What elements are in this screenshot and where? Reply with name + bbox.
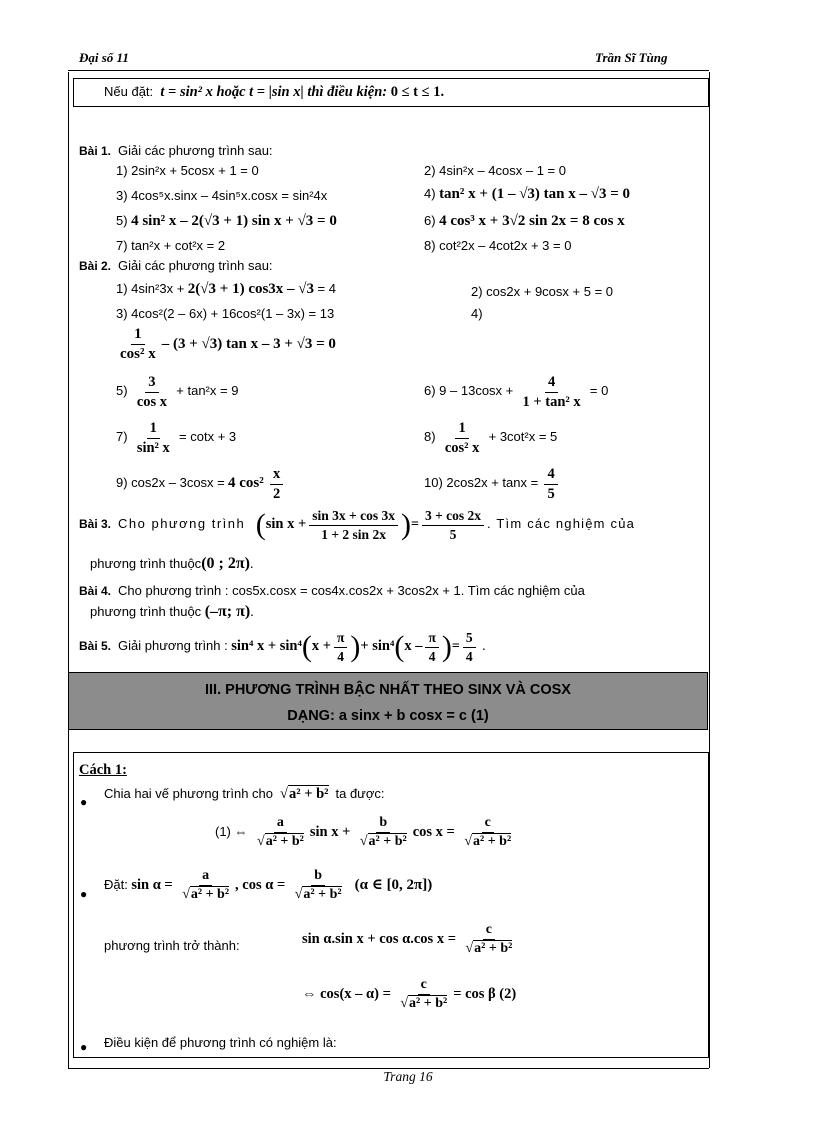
- cach1-bullet-3: Điều kiện để phương trình có nghiệm là:: [104, 1035, 337, 1050]
- bai4-line-2: phương trình thuộc (–π; π).: [90, 603, 254, 620]
- header-left: Đại số 11: [79, 50, 129, 65]
- bai2-problem-3: 3) 4cos²(2 – 6x) + 16cos²(1 – 3x) = 13: [116, 306, 335, 321]
- bai2-problem-4: $\frac{1}{\text{cos² x}}$ – (3 + √3) tan x – 3 + √3 = 0: [120, 326, 336, 363]
- bai2-problem-7: 7) $\frac{1}{\text{sin² x}}$ = cotx + 3: [116, 420, 237, 456]
- bai1-problem-5: 5) 4 sin² x – 2(√3 + 1) sin x + √3 = 0: [116, 213, 337, 229]
- bai1-problem-8: 8) cot²2x – 4cot2x + 3 = 0: [424, 238, 572, 253]
- bullet-3-icon: ●: [80, 1040, 88, 1054]
- bai2-problem-5: 5) $\frac{3}{\text{cos x}}$ + tan²x = 9: [116, 374, 239, 410]
- bullet-1-icon: ●: [80, 795, 88, 809]
- bai2-problem-2: 2) cos2x + 9cosx + 5 = 0: [471, 284, 613, 299]
- bai5-line: Bài 5. Giải phương trình : sin⁴ x + sin⁴(x + $\frac{\pi}{4}$ )+ sin⁴(x – $\frac{\pi}{4}$ )= $\frac{5}{4}$ .: [79, 630, 486, 664]
- bai1-heading: Bài 1. Giải các phương trình sau:: [79, 143, 273, 158]
- note-condition: 0 ≤ t ≤ 1.: [390, 84, 445, 100]
- bai2-problem-10: 10) 2cos2x + tanx = $\frac{4}{5}$: [424, 466, 561, 502]
- section-header: [68, 672, 708, 730]
- cach1-bullet-1: Chia hai vế phương trình cho √a² + b² ta được:: [104, 786, 385, 802]
- bai3-line-2: phương trình thuộc(0 ; 2π).: [90, 555, 254, 572]
- note-formula-2: t = |sin x|: [249, 84, 304, 100]
- cach1-transform-text: phương trình trở thành:: [104, 938, 240, 953]
- bai1-problem-7: 7) tan²x + cot²x = 2: [116, 238, 226, 253]
- page-number: Trang 16: [383, 1069, 433, 1084]
- section-subtitle: DẠNG: a sinx + b cosx = c (1): [287, 708, 489, 724]
- section-title: III. PHƯƠNG TRÌNH BẬC NHẤT THEO SINX VÀ COSX: [205, 682, 571, 698]
- bai2-heading: Bài 2. Giải các phương trình sau:: [79, 258, 273, 273]
- bullet-2-icon: ●: [80, 887, 88, 901]
- cach1-equation-2: ⇔ cos(x – α) = $\frac{c}{\text{√a² + b²}}$ = cos β (2): [302, 977, 517, 1012]
- bai2-problem-1: 1) 4sin²3x + 2(√3 + 1) cos3x – √3 = 4: [116, 281, 336, 297]
- note-line: Nếu đặt: t = sin² x hoặc t = |sin x| thì điều kiện: 0 ≤ t ≤ 1.: [104, 84, 445, 100]
- cach1-title: Cách 1:: [79, 762, 127, 778]
- bai1-problem-3: 3) 4cos⁵x.sinx – 4sin⁵x.cosx = sin²4x: [116, 188, 328, 203]
- cach1-equation-1: (1) ⇔ $\frac{a}{\text{√a² + b²}}$ sin x + $\frac{b}{\text{√a² + b²}}$ cos x = $\frac{c}{\text{√a² + b²}}$: [215, 815, 512, 850]
- bai1-problem-2: 2) 4sin²x – 4cosx – 1 = 0: [424, 163, 566, 178]
- cach1-transform-eq: sin α.sin x + cos α.cos x = $\frac{c}{\text{√a² + b²}}$: [302, 922, 513, 957]
- bai4-line-1: Bài 4. Cho phương trình : cos5x.cosx = cos4x.cos2x + 3cos2x + 1. Tìm các nghiệm của: [79, 583, 585, 598]
- cach1-bullet-2: Đặt: sin α = $\frac{a}{\text{√a² + b²}}$ , cos α = $\frac{b}{\text{√a² + b²}}$ (α ∈ [0, 2π]): [104, 868, 433, 903]
- bai1-problem-1: 1) 2sin²x + 5cosx + 1 = 0: [116, 163, 259, 178]
- header-right: Trần Sĩ Tùng: [595, 50, 668, 65]
- bai1-problem-6: 6) 4 cos³ x + 3√2 sin 2x = 8 cos x: [424, 213, 625, 229]
- bai3-line-1: Bài 3. Cho phương trình (sin x + $\frac{\sin 3x + \cos 3x}{1 + 2 \sin 2x}$ )= $\frac{3 + \cos 2x}{5}$ . Tìm các nghiệm của: [79, 508, 636, 542]
- header-rule: [68, 70, 709, 71]
- bai2-problem-9: 9) cos2x – 3cosx = 4 cos² $\frac{x}{2}$: [116, 466, 286, 502]
- bai2-problem-6: 6) 9 – 13cosx + $\frac{4}{\text{1 + tan² x}}$ = 0: [424, 374, 609, 410]
- note-formula-1: t = sin² x: [160, 84, 213, 100]
- bai2-problem-4-label: 4): [471, 306, 483, 321]
- bai2-problem-8: 8) $\frac{1}{\text{cos² x}}$ + 3cot²x = 5: [424, 420, 558, 456]
- bai1-problem-4: 4) tan² x + (1 – √3) tan x – √3 = 0: [424, 186, 631, 202]
